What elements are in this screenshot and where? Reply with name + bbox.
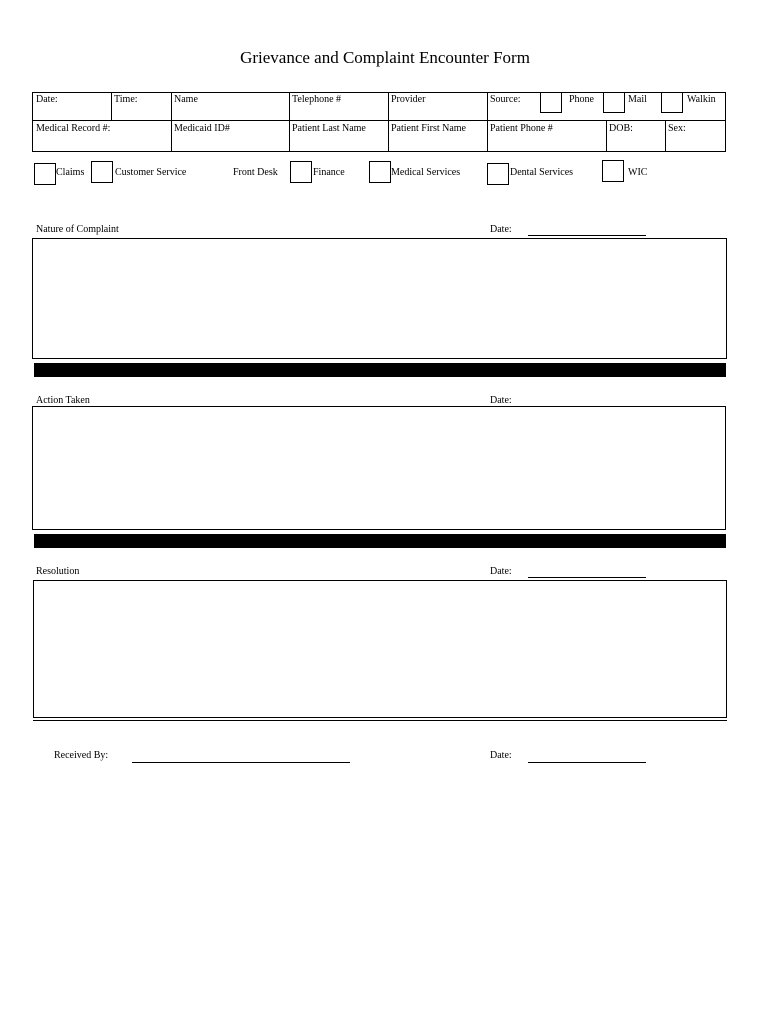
mail-label: Mail: [628, 94, 647, 105]
source-checkbox-1[interactable]: [540, 92, 562, 113]
table-left-border: [32, 92, 33, 151]
provider-field[interactable]: Provider: [391, 94, 426, 105]
divider: [606, 120, 607, 151]
nature-of-complaint-label: Nature of Complaint: [36, 224, 119, 235]
patient-last-name-field[interactable]: Patient Last Name: [292, 123, 366, 134]
medicaid-id-field[interactable]: Medicaid ID#: [174, 123, 230, 134]
medical-record-field[interactable]: Medical Record #:: [36, 123, 111, 134]
time-field[interactable]: Time:: [114, 94, 138, 105]
footer-date-label: Date:: [490, 750, 512, 761]
divider: [289, 92, 290, 151]
table-right-border: [725, 92, 726, 151]
wic-checkbox[interactable]: [602, 160, 624, 182]
medical-services-checkbox[interactable]: [369, 161, 391, 183]
name-field[interactable]: Name: [174, 94, 198, 105]
customer-service-checkbox[interactable]: [91, 161, 113, 183]
resolution-date-line[interactable]: [528, 577, 646, 578]
claims-checkbox[interactable]: [34, 163, 56, 185]
divider: [487, 92, 488, 151]
patient-phone-field[interactable]: Patient Phone #: [490, 123, 553, 134]
received-by-label: Received By:: [54, 750, 109, 761]
mail-checkbox[interactable]: [661, 92, 683, 113]
dob-field[interactable]: DOB:: [609, 123, 633, 134]
resolution-date-label: Date:: [490, 566, 512, 577]
date-field[interactable]: Date:: [36, 94, 58, 105]
divider: [111, 92, 112, 120]
dental-services-label: Dental Services: [510, 167, 574, 178]
claims-label: Claims: [56, 167, 85, 178]
front-desk-label: Front Desk: [233, 167, 278, 178]
patient-first-name-field[interactable]: Patient First Name: [391, 123, 466, 134]
separator-bar: [34, 363, 726, 377]
nature-of-complaint-box[interactable]: [32, 238, 727, 359]
nature-date-line[interactable]: [528, 235, 646, 236]
medical-services-label: Medical Services: [391, 167, 461, 178]
action-taken-label: Action Taken: [36, 395, 90, 406]
finance-label: Finance: [313, 167, 345, 178]
received-by-line[interactable]: [132, 762, 350, 763]
walkin-label: Walkin: [687, 94, 716, 105]
wic-label: WIC: [628, 167, 648, 178]
table-middle-border: [32, 120, 726, 121]
customer-service-label: Customer Service: [115, 167, 187, 178]
telephone-field[interactable]: Telephone #: [292, 94, 342, 105]
action-date-label: Date:: [490, 395, 512, 406]
phone-checkbox[interactable]: [603, 92, 625, 113]
dental-services-checkbox[interactable]: [487, 163, 509, 185]
action-taken-box[interactable]: [32, 406, 726, 530]
divider: [171, 92, 172, 151]
resolution-box[interactable]: [33, 580, 727, 718]
footer-date-line[interactable]: [528, 762, 646, 763]
phone-label: Phone: [569, 94, 594, 105]
finance-checkbox[interactable]: [290, 161, 312, 183]
separator-bar: [34, 534, 726, 548]
source-label: Source:: [490, 94, 521, 105]
resolution-label: Resolution: [36, 566, 80, 577]
sex-field[interactable]: Sex:: [668, 123, 686, 134]
resolution-box-double-line: [33, 720, 727, 721]
divider: [665, 120, 666, 151]
divider: [388, 92, 389, 151]
nature-date-label: Date:: [490, 224, 512, 235]
form-title: Grievance and Complaint Encounter Form: [240, 48, 530, 67]
table-bottom-border: [32, 151, 726, 152]
